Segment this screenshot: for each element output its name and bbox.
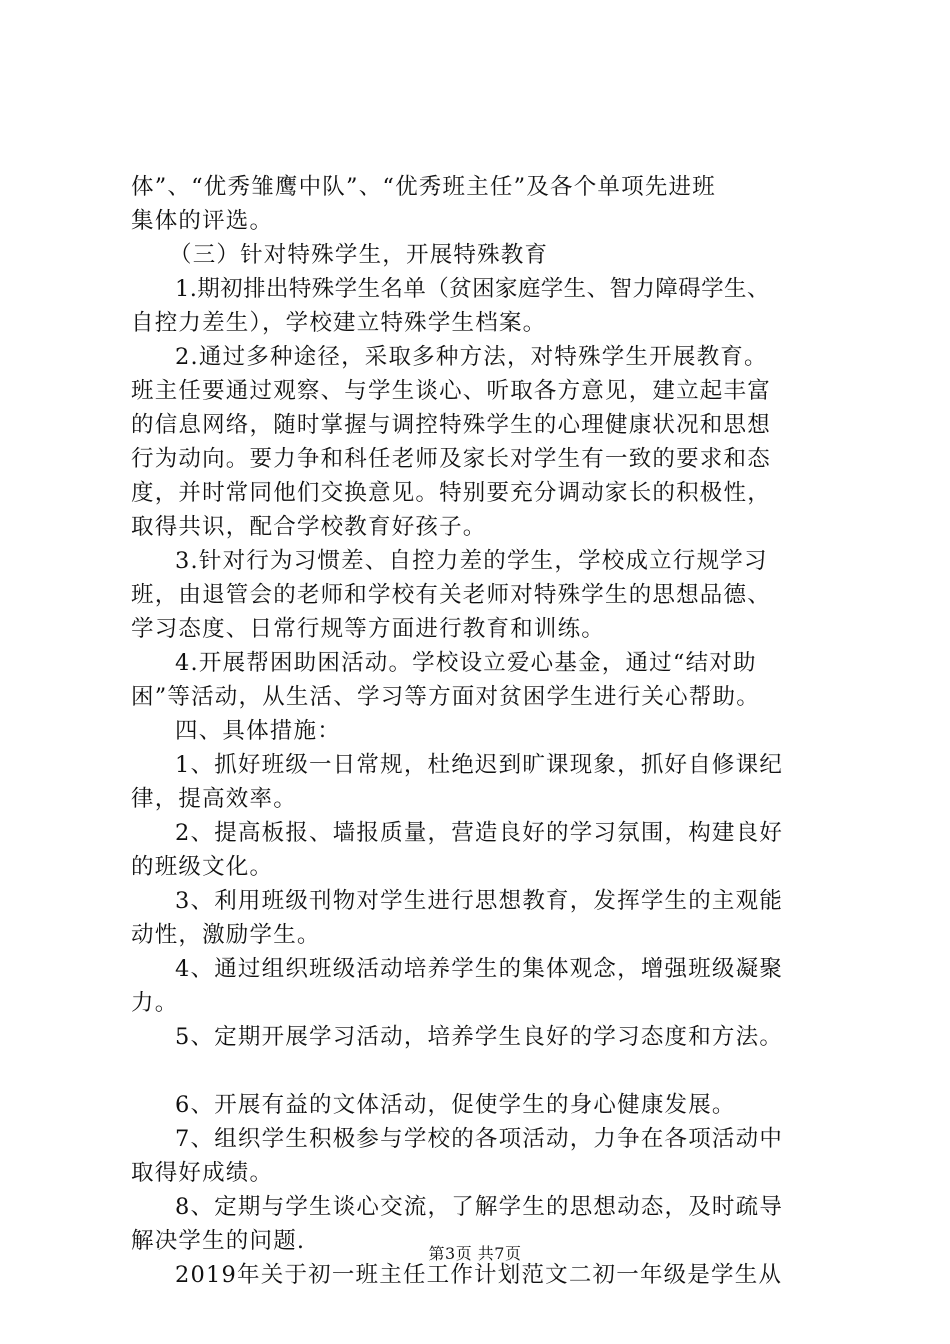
text-line: 行为动向。要力争和科任老师及家长对学生有一致的要求和态 [131, 446, 771, 472]
section-heading: （三）针对特殊学生，开展特殊教育 [169, 242, 549, 268]
text-line: 4、通过组织班级活动培养学生的集体观念，增强班级凝聚 [175, 956, 784, 982]
text-line: 学习态度、日常行规等方面进行教育和训练。 [131, 616, 606, 642]
text-line: 2、提高板报、墙报质量，营造良好的学习氛围，构建良好 [175, 820, 784, 846]
text-line: 1、抓好班级一日常规，杜绝迟到旷课现象，抓好自修课纪 [175, 752, 784, 778]
text-line: 8、定期与学生谈心交流，了解学生的思想动态，及时疏导 [175, 1194, 784, 1220]
text-line: 集体的评选。 [131, 208, 274, 234]
text-line: 取得好成绩。 [131, 1160, 274, 1186]
text-line: 困”等活动，从生活、学习等方面对贫困学生进行关心帮助。 [131, 684, 760, 710]
text-line: 取得共识，配合学校教育好孩子。 [131, 514, 487, 540]
paragraph-gap [131, 1054, 831, 1088]
section-heading: 四、具体措施： [175, 718, 341, 744]
text-line: 3.针对行为习惯差、自控力差的学生，学校成立行规学习 [175, 548, 768, 574]
text-line: 力。 [131, 990, 179, 1016]
text-line: 自控力差生），学校建立特殊学生档案。 [131, 310, 547, 336]
text-line: 律，提高效率。 [131, 786, 297, 812]
text-line: 动性，激励学生。 [131, 922, 321, 948]
page-number-footer: 第3页 共7页 [428, 1244, 522, 1263]
document-body [131, 170, 831, 1292]
text-line: 2.通过多种途径，采取多种方法，对特殊学生开展教育。 [175, 344, 768, 370]
text-line: 3、利用班级刊物对学生进行思想教育，发挥学生的主观能 [175, 888, 784, 914]
text-line: 班，由退管会的老师和学校有关老师对特殊学生的思想品德、 [131, 582, 771, 608]
text-line: 4.开展帮困助困活动。学校设立爱心基金，通过“结对助 [175, 650, 757, 676]
text-line: 体”、“优秀雏鹰中队”、“优秀班主任”及各个单项先进班 [131, 174, 716, 200]
text-line: 的信息网络，随时掌握与调控特殊学生的心理健康状况和思想 [131, 412, 771, 438]
text-line: 度，并时常同他们交换意见。特别要充分调动家长的积极性， [131, 480, 771, 506]
text-line: 2019年关于初一班主任工作计划范文二初一年级是学生从 [175, 1262, 783, 1288]
text-line: 班主任要通过观察、与学生谈心、听取各方意见，建立起丰富 [131, 378, 771, 404]
text-line: 5、定期开展学习活动，培养学生良好的学习态度和方法。 [175, 1024, 784, 1050]
text-line: 1.期初排出特殊学生名单（贫困家庭学生、智力障碍学生、 [175, 276, 770, 302]
text-line: 7、组织学生积极参与学校的各项活动，力争在各项活动中 [175, 1126, 784, 1152]
text-line: 6、开展有益的文体活动，促使学生的身心健康发展。 [175, 1092, 736, 1118]
text-line: 的班级文化。 [131, 854, 274, 880]
text-line: 解决学生的问题. [131, 1228, 306, 1254]
